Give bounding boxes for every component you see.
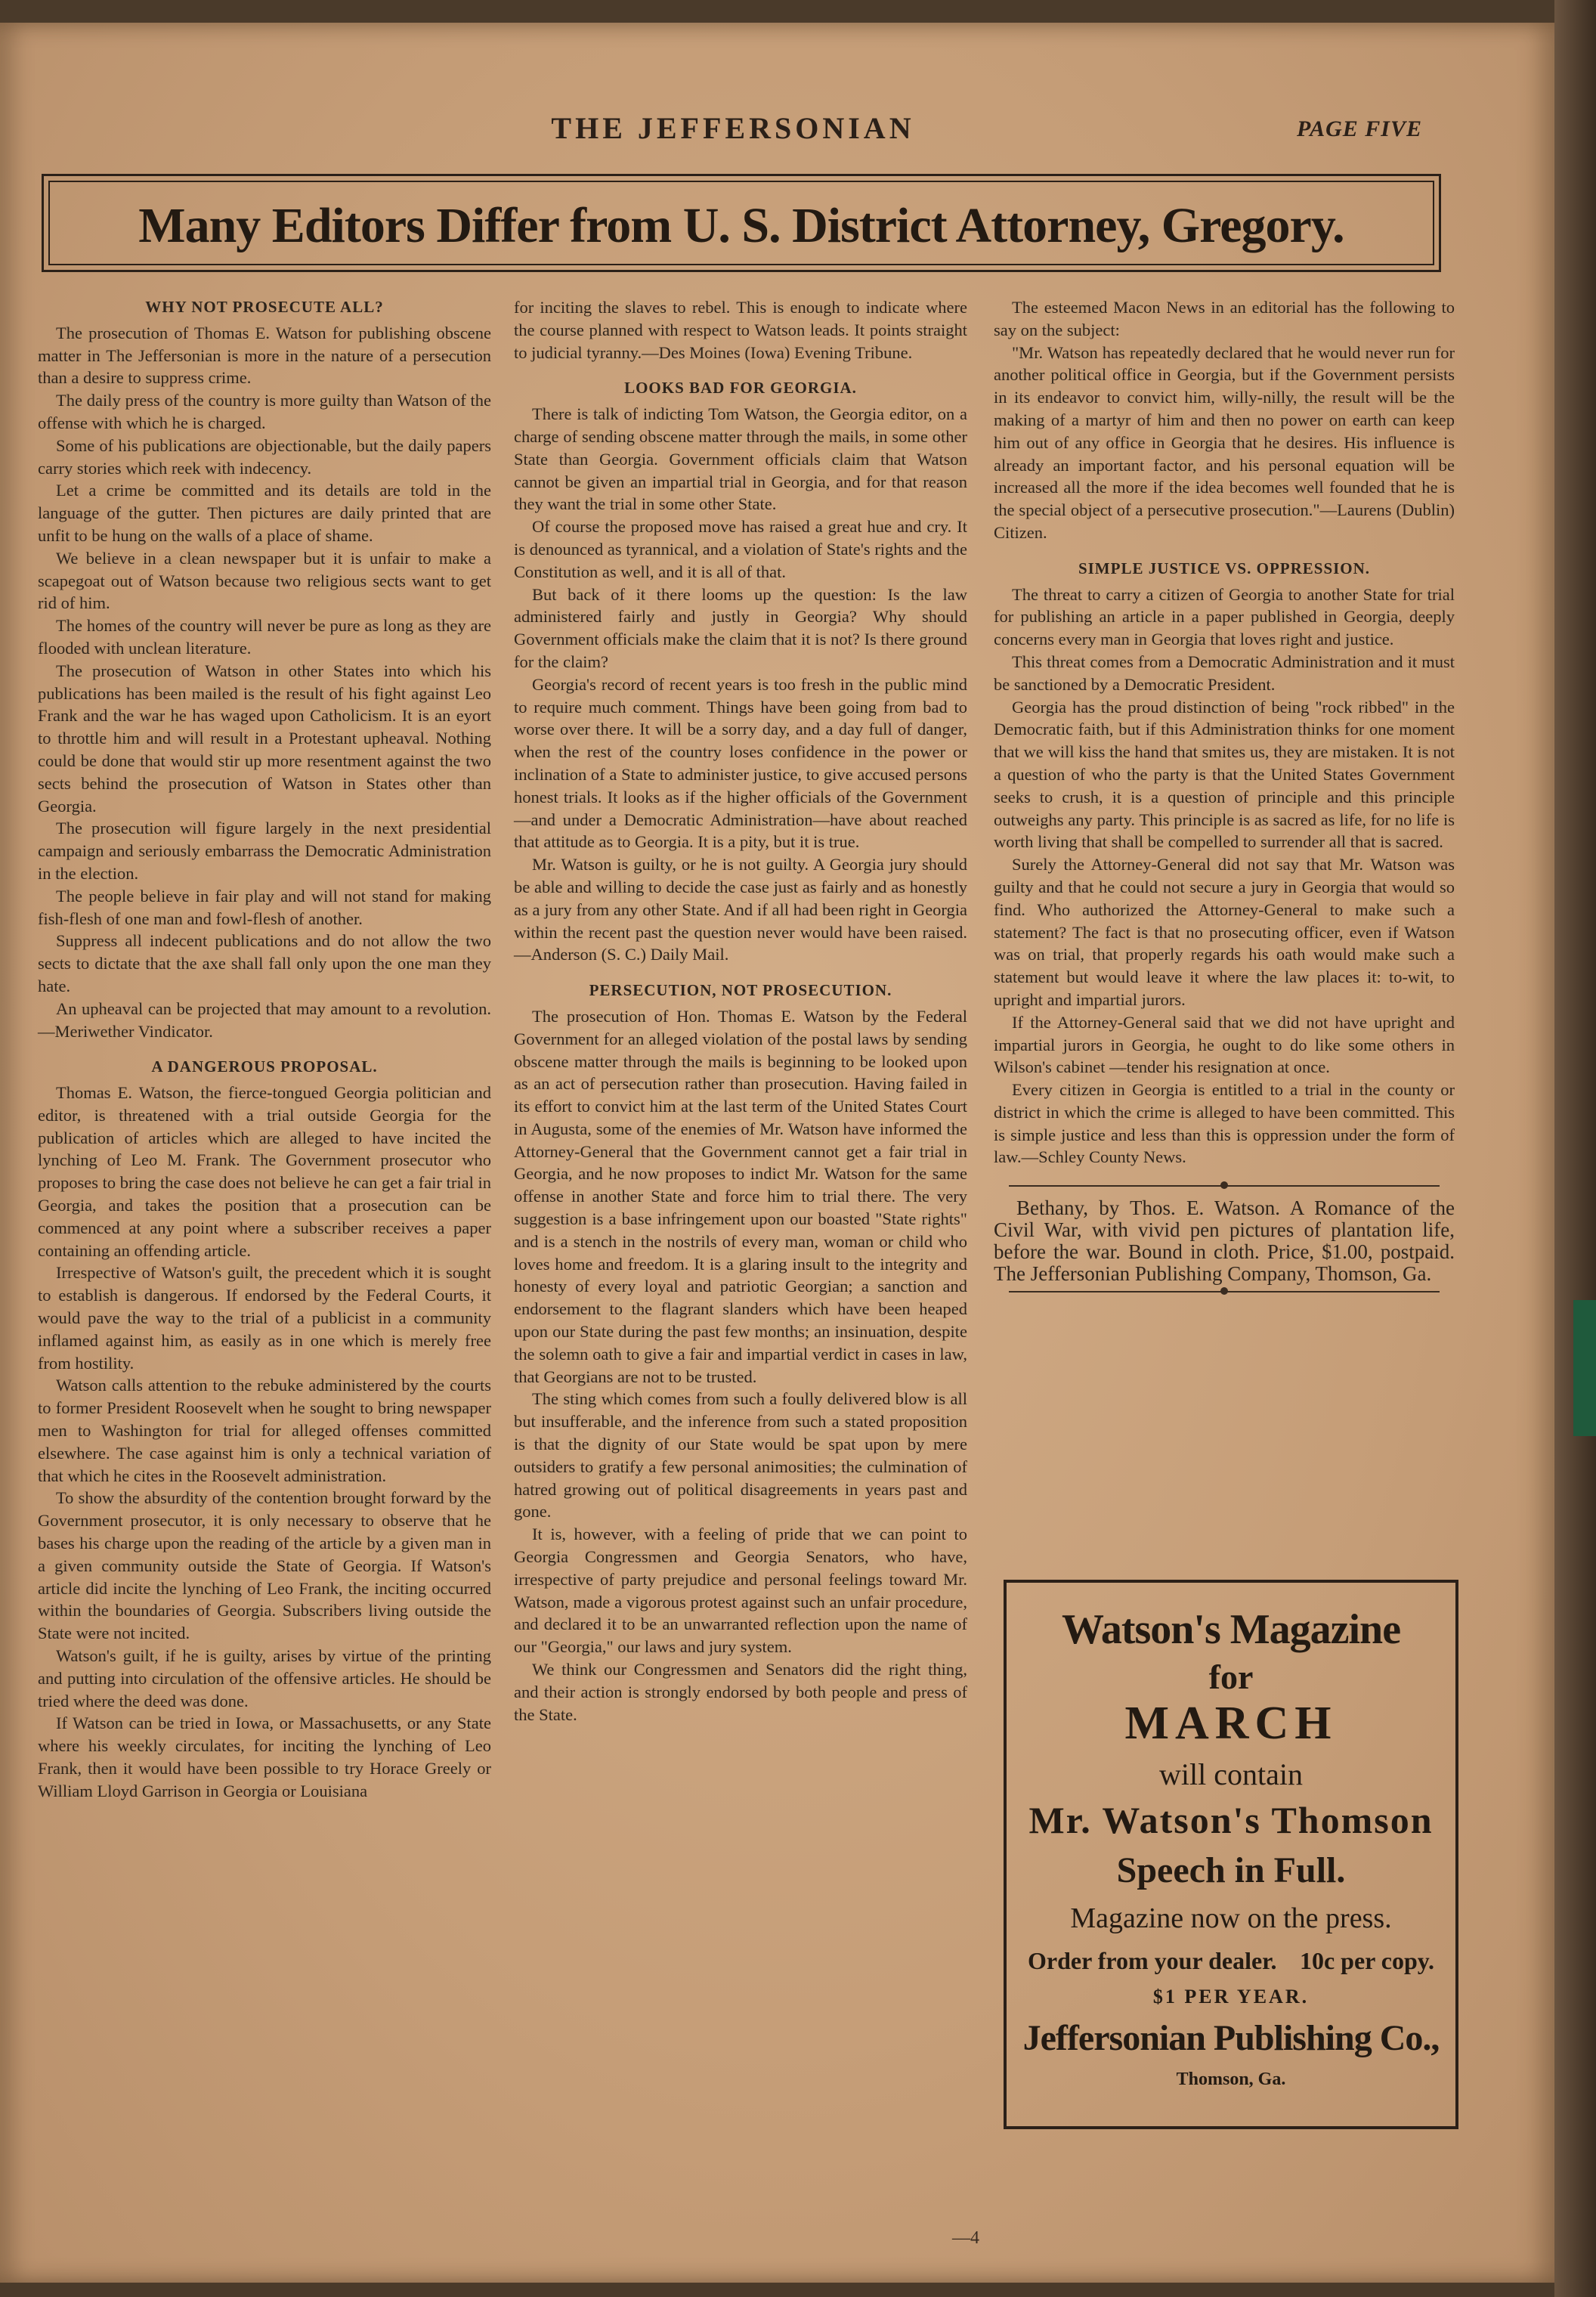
article-paragraph: If Watson can be tried in Iowa, or Massachusetts, or any State where his weekly circulates, for inciting the lynching of Leo Frank, then it would have been possible to try Horace Greely or William Lloyd Garrison in Georgia or Louisiana bbox=[38, 1713, 491, 1800]
column-3 bbox=[994, 296, 1455, 1300]
article-paragraph: The daily press of the country is more guilty than Watson of the offense with which he is charged. bbox=[38, 391, 491, 432]
ad-on-press: Magazine now on the press. bbox=[1070, 1902, 1392, 1934]
article-paragraph: Every citizen in Georgia is entitled to a trial in the county or district in which the crime is alleged to have been committed. This is simple justice and less than this is oppression under the form of law.—Schley County News. bbox=[994, 1080, 1455, 1167]
article-heading: PERSECUTION, NOT PROSECUTION. bbox=[589, 981, 892, 1000]
article-heading: A DANGEROUS PROPOSAL. bbox=[151, 1057, 378, 1076]
article-paragraph: But back of it there looms up the question: Is the law administered fairly and justly in Georgia? Why should Government officials make the claim that it is not? Is there ground for the claim? bbox=[514, 584, 967, 671]
ad-price-year: $1 PER YEAR. bbox=[1152, 1986, 1310, 2008]
article-paragraph: The esteemed Macon News in an editorial has the following to say on the subject: bbox=[994, 298, 1455, 339]
ad-publisher: Jeffersonian Publishing Co., bbox=[1022, 2018, 1440, 2058]
divider-rule bbox=[1009, 1185, 1440, 1187]
ad-speech-name: Mr. Watson's Thomson bbox=[1028, 1799, 1434, 1841]
headline: Many Editors Differ from U. S. District Attorney, Gregory. bbox=[138, 198, 1344, 253]
article-paragraph: It is, however, with a feeling of pride that we can point to Georgia Congressmen and Georgia Senators, who have, irrespective of party prejudice and personal feelings toward Mr. Watson, made a vigorous protest against such an unfair procedure, and declared it to be an unwarranted reflection upon the name of our "Georgia," our laws and jury system. bbox=[514, 1525, 967, 1657]
article-paragraph: An upheaval can be projected that may amount to a revolution.—Meriwether Vindicator. bbox=[38, 998, 491, 1041]
book-promo-text: Bethany, by Thos. E. Watson. A Romance of the Civil War, with vivid pen pictures of plantation life, before the war. Bound in cloth. Price, $1.00, postpaid. The Jeffersonian Publishing Company, Thomson, Ga. bbox=[994, 1196, 1455, 1286]
ad-month: MARCH bbox=[1124, 1698, 1338, 1749]
article-paragraph: The homes of the country will never be pure as long as they are flooded with unclean literature. bbox=[38, 616, 491, 658]
article-paragraph: Some of his publications are objectionable, but the daily papers carry stories which reek with indecency. bbox=[38, 435, 491, 478]
article-paragraph: If the Attorney-General said that we did not have upright and impartial jurors in Georgia, he ought to do like some others in Wilson's cabinet —tender his resignation at once. bbox=[994, 1012, 1455, 1077]
article-paragraph: Suppress all indecent publications and do not allow the two sects to dictate that the axe shall fall only upon the one man they hate. bbox=[38, 931, 491, 995]
article-paragraph: We think our Congressmen and Senators did the right thing, and their action is strongly endorsed by both people and press of the State. bbox=[514, 1660, 967, 1724]
article-paragraph: Mr. Watson is guilty, or he is not guilty. A Georgia jury should be able and willing to decide the case just as fairly and as honestly as a jury from any other State. And if all had been right in Georgia within the recent past the question never would have been raised.—Anderson (S. C.) Daily Mail. bbox=[514, 855, 967, 964]
article-paragraph: "Mr. Watson has repeatedly declared that he would never run for another political office in Georgia, but if the Government persists in its endeavor to convict him, willy-nilly, the result will be the making of a martyr of him and then no power on earth can keep him out of any office in Georgia that he desires. His influence is already an important factor, and his personal equation will be increased all the more if the idea becomes well founded that he is the special object of a persecutive prosecution."—Laurens (Dublin) Citizen. bbox=[994, 342, 1455, 542]
column-2 bbox=[514, 296, 967, 1726]
binding-edge bbox=[1554, 0, 1596, 2297]
headline-banner bbox=[42, 174, 1441, 272]
ad-speech-full: Speech in Full. bbox=[1116, 1850, 1346, 1890]
article-paragraph: The prosecution of Thomas E. Watson for publishing obscene matter in The Jeffersonian is more in the nature of a persecution than a desire to suppress crime. bbox=[38, 323, 491, 388]
article-paragraph: The threat to carry a citizen of Georgia to another State for trial for publishing an article in a paper published in Georgia, deeply concerns every man in Georgia that loves right and justice. bbox=[994, 584, 1455, 649]
ad-price-copy: 10c per copy. bbox=[1299, 1947, 1434, 1974]
ad-order-line bbox=[1007, 1947, 1455, 1975]
ad-title: Watson's Magazine bbox=[1061, 1606, 1401, 1653]
article-paragraph: for inciting the slaves to rebel. This is enough to indicate where the course planned with respect to Watson leads. It points straight to judicial tyranny.—Des Moines (Iowa) Evening Tribune. bbox=[514, 298, 967, 362]
divider-rule bbox=[1009, 1291, 1440, 1292]
article-paragraph: Georgia's record of recent years is too fresh in the public mind to require much comment. Things have been going from bad to worse over there. It will be a sorry day, and a day full of danger, when the rest of the country loses confidence in the power or inclination of a State to administer justice, to give accused persons honest trials. It looks as if the higher officials of the Government—and under a Democratic Administration—have about reached that attitude as to Georgia. It is a pity, but it is true. bbox=[514, 674, 967, 852]
ad-order-dealer: Order from your dealer. bbox=[1028, 1947, 1277, 1974]
article-heading: WHY NOT PROSECUTE ALL? bbox=[145, 298, 384, 316]
folio: —4 bbox=[952, 2228, 979, 2248]
article-paragraph: The prosecution of Watson in other States into which his publications has been mailed is the result of his fight against Leo Frank and the war he has waged upon Catholicism. It is an eyort to throttle him and will result in a Protestant upheaval. Nothing could be done that would stir up more resentment against the two sects behind the prosecution of Watson in States other than Georgia. bbox=[38, 661, 491, 816]
article-paragraph: The prosecution of Hon. Thomas E. Watson by the Federal Government for an alleged violation of the postal laws by sending obscene matter through the mails is beginning to be looked upon as an act of persecution rather than prosecution. Having failed in its effort to convict him at the last term of the United States Court in Augusta, some of the enemies of Mr. Watson have informed the Attorney-General that the Government cannot get a fair trial in Georgia, and he now proposes to indict Mr. Watson for the same offense in another State and force him to trial there. The very suggestion is a base infringement upon our boasted "State rights" and is a stench in the nostrils of every man, woman or child who loves home and freedom. It is a glaring insult to the integrity and honesty of every loyal and patriotic Georgian; a sanction and endorsement to the flagrant slanders which have been heaped upon our State during the past few months; an insinuation, despite the solemn oath to give a fair and impartial verdict in cases in law, that Georgians are not to be trusted. bbox=[514, 1006, 967, 1386]
page-label: PAGE FIVE bbox=[1297, 116, 1422, 141]
book-promo bbox=[994, 1197, 1455, 1285]
article-paragraph: Watson's guilt, if he is guilty, arises by virtue of the printing and putting into circulation of the offensive articles. He should be tried where the deed was done. bbox=[38, 1646, 491, 1710]
article-paragraph: This threat comes from a Democratic Administration and it must be sanctioned by a Democratic President. bbox=[994, 652, 1455, 694]
article-paragraph: Thomas E. Watson, the fierce-tongued Georgia politician and editor, is threatened with a trial outside Georgia for the publication of articles which are alleged to have incited the lynching of Leo M. Frank. The Government prosecutor who proposes to bring the case does not believe he can get a fair trial in Georgia, and takes the position that a prosecution can be commenced at any point where a subscriber receives a paper containing an offending article. bbox=[38, 1083, 491, 1260]
article-paragraph: Watson calls attention to the rebuke administered by the courts to former President Roosevelt when he sought to bring newspaper men to Washington for trial for alleged offenses committed elsewhere. The case against him is only a technical variation of that which he cites in the Roosevelt administration. bbox=[38, 1376, 491, 1485]
ad-location: Thomson, Ga. bbox=[1176, 2069, 1286, 2089]
tab-marker bbox=[1573, 1300, 1596, 1436]
article-paragraph: Let a crime be committed and its details are told in the language of the gutter. Then pictures are daily printed that are unfit to be hung on the walls of a place of shame. bbox=[38, 481, 491, 545]
ad-for: for bbox=[1208, 1658, 1254, 1696]
article-paragraph: The people believe in fair play and will not stand for making fish-flesh of one man and fowl-flesh of another. bbox=[38, 886, 491, 928]
article-heading: SIMPLE JUSTICE VS. OPPRESSION. bbox=[1078, 559, 1371, 577]
magazine-advertisement bbox=[1004, 1580, 1458, 2129]
article-paragraph: The prosecution will figure largely in the next presidential campaign and seriously embarrass the Democratic Administration in the election. bbox=[38, 819, 491, 883]
article-paragraph: Georgia has the proud distinction of being "rock ribbed" in the Democratic faith, but if this Administration thinks for one moment that we will kiss the hand that smites us, they are mistaken. It is not a question of who the party is that the United States Government seeks to crush, it is a question of principle and this principle outweighs any party. This principle is as sacred as life, for no life is worth living that shall be compelled to surrender all that is sacred. bbox=[994, 697, 1455, 852]
column-1 bbox=[38, 296, 491, 1803]
article-paragraph: Irrespective of Watson's guilt, the precedent which it is sought to establish is dangerous. If endorsed by the Federal Courts, it would pave the way to the trial of a publicist in a community inflamed against him, as easily as in one which is merely free from hostility. bbox=[38, 1263, 491, 1373]
newspaper-page bbox=[0, 23, 1557, 2283]
article-paragraph: We believe in a clean newspaper but it is unfair to make a scapegoat out of Watson because two religious sects want to get rid of him. bbox=[38, 548, 491, 613]
article-paragraph: The sting which comes from such a foully delivered blow is all but insufferable, and the inference from such a stated proposition is that the dignity of our State would be spat upon by mere outsiders to gratify a few personal animosities; the culmination of hatred growing out of political disagreements in years past and gone. bbox=[514, 1389, 967, 1522]
article-paragraph: To show the absurdity of the contention brought forward by the Government prosecutor, it is only necessary to observe that he bases his charge upon the reading of the article by a given man in a given community outside the State of Georgia. If Watson's article did incite the lynching of Leo Frank, the inciting occurred within the boundaries of Georgia. Subscribers living outside the State were not incited. bbox=[38, 1488, 491, 1643]
article-heading: LOOKS BAD FOR GEORGIA. bbox=[624, 379, 857, 398]
masthead: THE JEFFERSONIAN bbox=[551, 111, 915, 145]
ad-will-contain: will contain bbox=[1159, 1757, 1303, 1791]
article-paragraph: Surely the Attorney-General did not say that Mr. Watson was guilty and that he could not secure a jury in Georgia that would so find. Who authorized the Attorney-General to make such a statement? The fact is that no prosecuting officer, even if Watson was on trial, that properly regards his oath would make such a statement but would leave it where the law places it: to-wit, to upright and impartial jurors. bbox=[994, 855, 1455, 1009]
article-paragraph: There is talk of indicting Tom Watson, the Georgia editor, on a charge of sending obscene matter through the mails, in some other State than Georgia. Government officials claim that Watson cannot be given an impartial trial in Georgia, and for that reason they want the trial in some other State. bbox=[514, 404, 967, 514]
article-paragraph: Of course the proposed move has raised a great hue and cry. It is denounced as tyrannical, and a violation of State's rights and the Constitution as well, and it is all of that. bbox=[514, 517, 967, 581]
